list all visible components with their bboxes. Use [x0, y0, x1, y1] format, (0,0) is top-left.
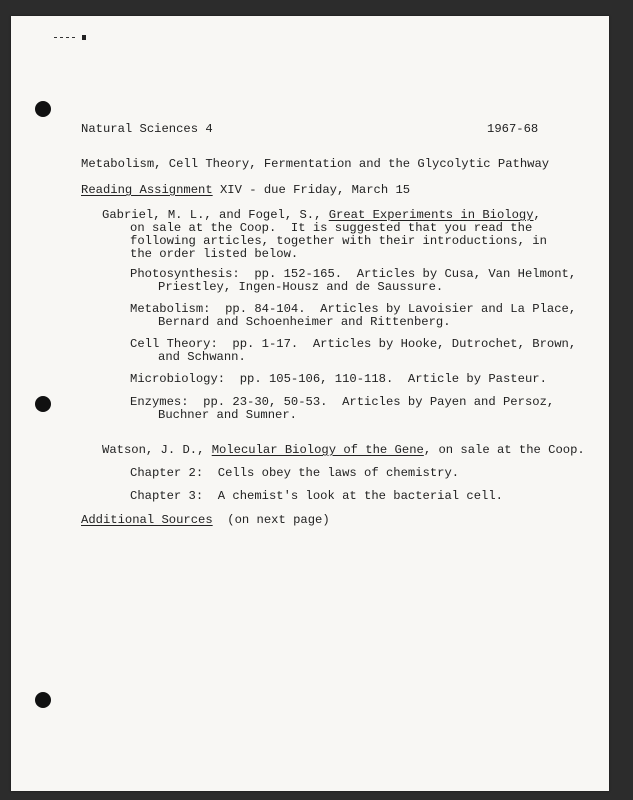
watson-book-title: Molecular Biology of the Gene — [211, 443, 424, 457]
gabriel-authors: Gabriel, M. L., and Fogel, S., — [102, 208, 329, 222]
article-line: Bernard and Schoenheimer and Rittenberg. — [158, 315, 451, 329]
article-line: Microbiology: pp. 105-106, 110-118. Article by Pasteur. — [130, 372, 547, 386]
additional-rest: (on next page) — [212, 513, 330, 527]
punch-hole — [35, 396, 51, 412]
article-line: Photosynthesis: pp. 152-165. Articles by Cusa, Van Helmont, — [130, 267, 577, 281]
additional-label: Additional Sources — [81, 513, 213, 527]
additional-sources-line — [81, 514, 330, 527]
article-line: Priestley, Ingen-Housz and de Saussure. — [158, 280, 444, 294]
assignment-rest: XIV - due Friday, March 15 — [212, 183, 411, 197]
gabriel-line: the order listed below. — [130, 247, 299, 261]
chapter-line: Chapter 2: Cells obey the laws of chemistry. — [130, 466, 460, 480]
article-line: and Schwann. — [158, 350, 246, 364]
assignment-label: Reading Assignment — [81, 183, 213, 197]
document-page — [11, 16, 609, 791]
article-line: Metabolism: pp. 84-104. Articles by Lavoisier and La Place, — [130, 302, 577, 316]
watson-after: , on sale at the Coop. — [423, 443, 585, 457]
punch-hole — [35, 101, 51, 117]
stray-mark — [54, 36, 88, 39]
punch-hole — [35, 692, 51, 708]
gabriel-after: , — [533, 208, 541, 222]
course-title: Natural Sciences 4 — [81, 122, 213, 136]
gabriel-book-title: Great Experiments in Biology — [328, 208, 534, 222]
article-line: Cell Theory: pp. 1-17. Articles by Hooke, Dutrochet, Brown, — [130, 337, 577, 351]
gabriel-line: on sale at the Coop. It is suggested that you read the — [130, 221, 533, 235]
article-line: Buchner and Sumner. — [158, 408, 297, 422]
assignment-line — [81, 184, 410, 197]
year: 1967-68 — [487, 122, 539, 136]
chapter-line: Chapter 3: A chemist's look at the bacterial cell. — [130, 489, 503, 503]
article-line: Enzymes: pp. 23-30, 50-53. Articles by Payen and Persoz, — [130, 395, 555, 409]
gabriel-line: following articles, together with their introductions, in — [130, 234, 547, 248]
watson-citation — [102, 444, 585, 457]
watson-authors: Watson, J. D., — [102, 443, 212, 457]
topic-line: Metabolism, Cell Theory, Fermentation and the Glycolytic Pathway — [81, 157, 550, 171]
